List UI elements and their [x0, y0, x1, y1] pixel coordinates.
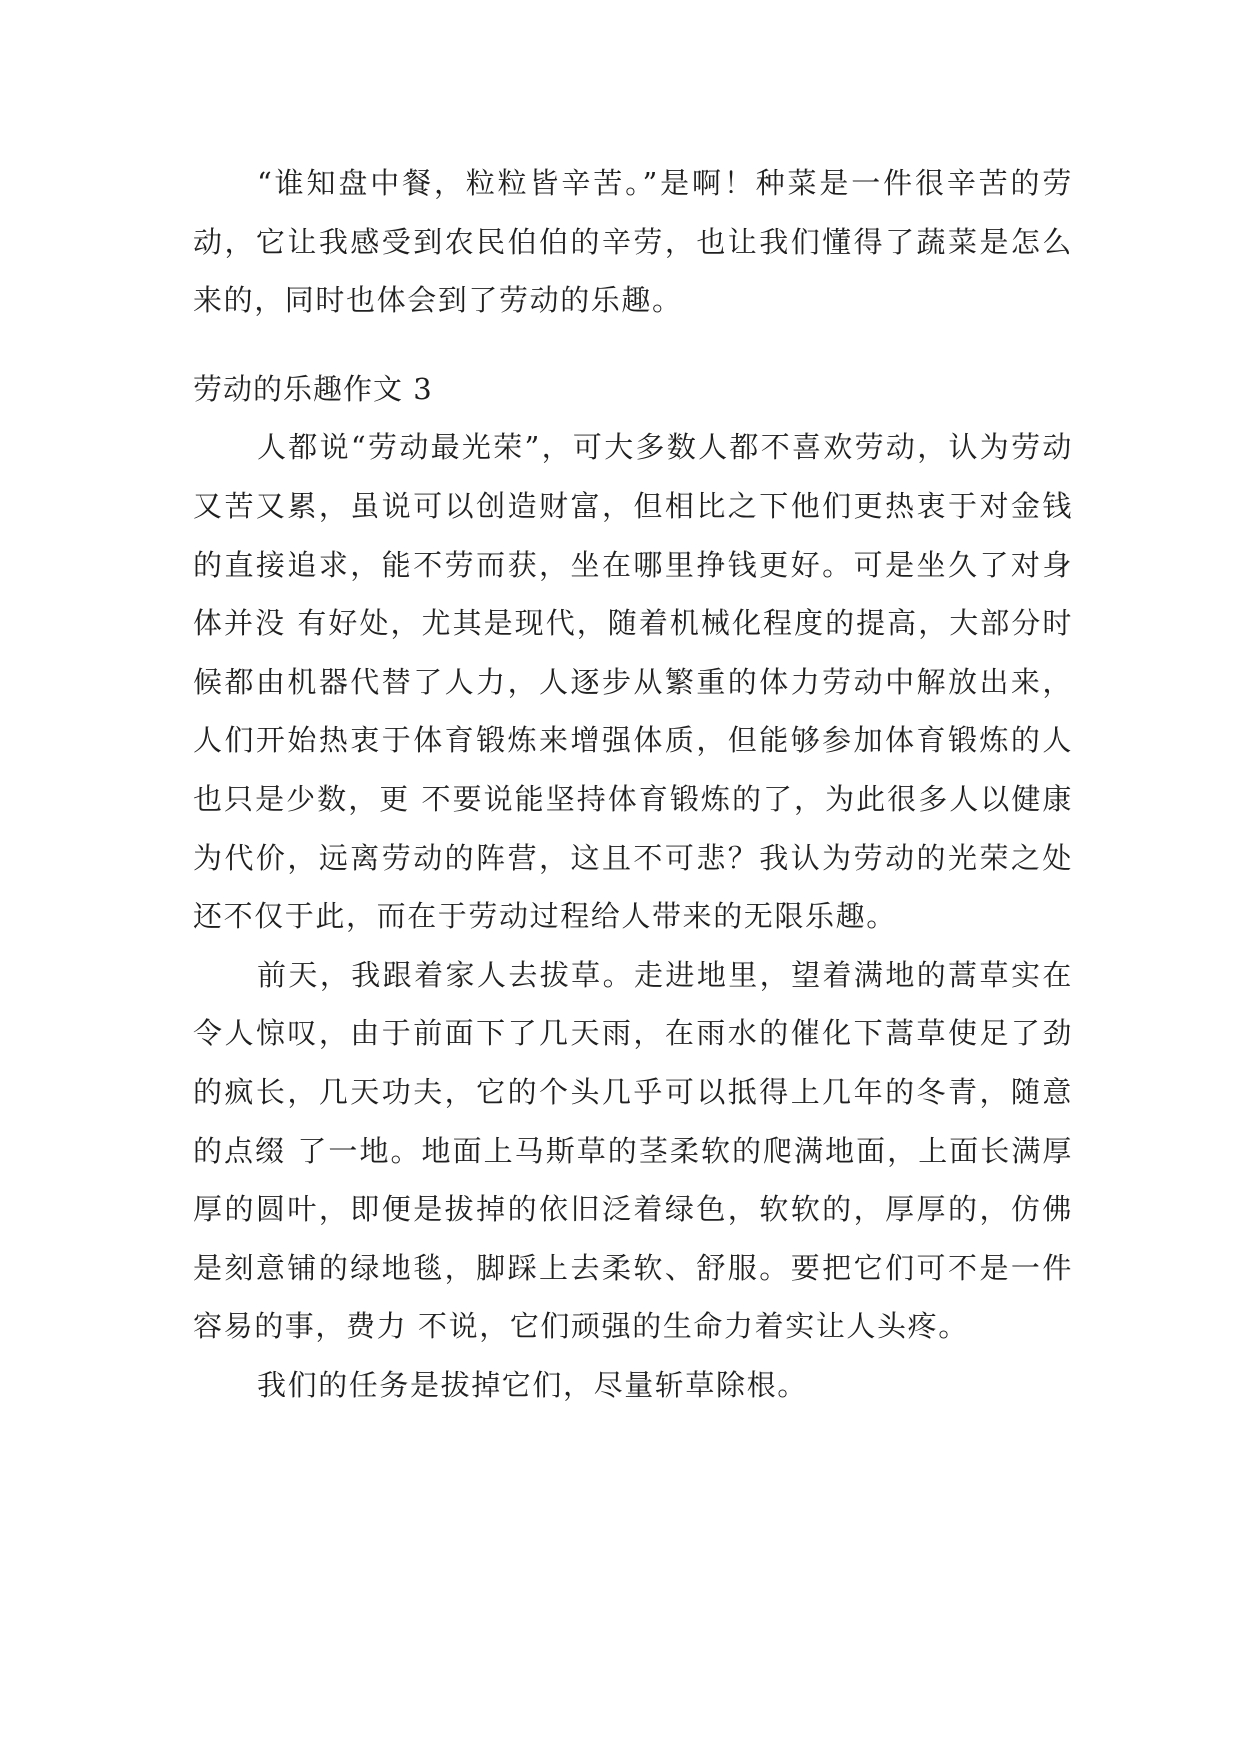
section-heading: 劳动的乐趣作文 3	[193, 371, 433, 406]
paragraph-2: 前天，我跟着家人去拔草。走进地里，望着满地的蒿草实在令人惊叹，由于前面下了几天雨，在雨水的催化下蒿草使足了劲的疯长，几天功夫，它的个头几乎可以抵得上几年的冬青，随意的点缀 了一地。地面上马斯草的茎柔软的爬满地面，上面长满厚厚的圆叶，即便是拔掉的依旧泛着绿色，软软的，厚厚的，仿佛是刻意铺的绿地毯，脚踩上去柔软、舒服。要把它们可不是一件容易的事，费力 不说，它们顽强的生命力着实让人头疼。	[193, 957, 1073, 1344]
paragraph-intro: “谁知盘中餐，粒粒皆辛苦。”是啊！种菜是一件很辛苦的劳动，它让我感受到农民伯伯的辛劳，也让我们懂得了蔬菜是怎么来的，同时也体会到了劳动的乐趣。	[193, 166, 1073, 318]
document-body	[193, 154, 1073, 1414]
paragraph-3: 我们的任务是拔掉它们，尽量斩草除根。	[257, 1367, 808, 1402]
paragraph-1: 人都说“劳动最光荣”，可大多数人都不喜欢劳动，认为劳动又苦又累，虽说可以创造财富，但相比之下他们更热衷于对金钱的直接追求，能不劳而获，坐在哪里挣钱更好。可是坐久了对身体并没 有好处，尤其是现代，随着机械化程度的提高，大部分时候都由机器代替了人力，人逐步从繁重的体力劳动中解放出来，人们开始热衷于体育锻炼来增强体质，但能够参加体育锻炼的人也只是少数，更 不要说能坚持体育锻炼的了，为此很多人以健康为代价，远离劳动的阵营，这且不可悲？我认为劳动的光荣之处还不仅于此，而在于劳动过程给人带来的无限乐趣。	[193, 430, 1073, 934]
